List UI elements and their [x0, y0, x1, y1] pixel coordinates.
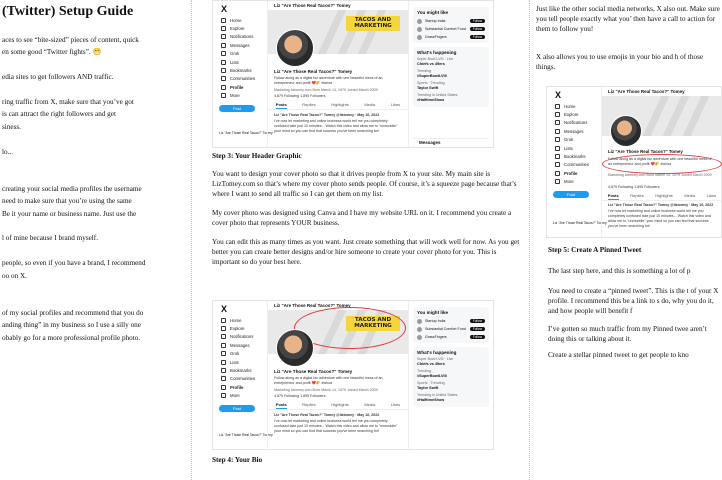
step5-paragraph-2: You need to create a “pinned tweet”. This is the t of your X profile. I recommend this be a link to s do, why you do it, and how people will benefit f	[548, 287, 719, 315]
follow-counts[interactable]: 4,879 Following 1,895 Followers	[274, 94, 326, 98]
left-column-line: siness.	[2, 122, 21, 131]
home-icon	[221, 318, 226, 323]
notifications-icon	[555, 120, 560, 125]
home-icon	[555, 104, 560, 109]
suggestion-name[interactable]: Startup India	[425, 319, 446, 323]
messages-icon	[221, 43, 226, 48]
nav-item-label: Profile	[564, 170, 578, 176]
trend-name: #HalftimeShow	[417, 98, 445, 102]
profile-meta: Marketing liztomey.com Born March 14, 1979 Joined March 2009	[274, 88, 378, 92]
grok-icon	[221, 351, 226, 356]
nav-item-messages[interactable]	[555, 127, 599, 135]
avatar	[417, 327, 422, 332]
step3-paragraph-1: You want to design your cover photo so that it drives people from X to your site. My main site is LizTomey.com so that’s where my cover photo sends people. Of course, it’s a squeeze page because that’s where I want to send all traffic so I can get them on my list.	[212, 170, 517, 198]
trend-list	[417, 357, 485, 403]
step5-paragraph-3: I’ve gotten so much traffic from my Pinned twee aren’t doing this or talking about it.	[548, 325, 707, 343]
trend-meta: Trending in United States	[417, 93, 458, 97]
suggestion-row	[417, 17, 485, 25]
trend-meta: Trending in United States	[417, 393, 458, 397]
tab-posts[interactable]: Posts	[607, 193, 619, 198]
nav-item-label: More	[564, 179, 574, 185]
account-switcher[interactable]: Liz "Are Those Real Tacos?" Tomey	[219, 433, 273, 437]
trend-list	[417, 57, 485, 103]
trend-name: Taylor Swift	[417, 86, 439, 90]
tab-posts[interactable]: Posts	[275, 102, 287, 107]
grok-icon	[221, 51, 226, 56]
bio-paragraph-1: Just like the other social media networks, X also out. Make sure you tell people exactly what you’ then have a call to action for them to follow you!	[536, 5, 720, 33]
step3-paragraph-2: My cover photo was designed using Canva and I have my website URL on it. I recommend you create a cover photo that represents YOUR business.	[212, 209, 512, 227]
nav-item-label: Home	[230, 17, 242, 23]
column-divider-2	[529, 0, 530, 480]
suggestion-row	[417, 25, 485, 33]
nav-item-notifications[interactable]	[555, 119, 599, 127]
nav-item-label: Explore	[564, 112, 579, 118]
more-icon	[221, 93, 226, 98]
tab-highlights[interactable]: Highlights	[655, 193, 673, 198]
tab-replies[interactable]: Replies	[302, 102, 316, 107]
nav-item-label: Communities	[564, 162, 590, 168]
profile-panel-3	[601, 87, 722, 237]
account-switcher[interactable]: Liz "Are Those Real Tacos?" Tomey	[219, 131, 273, 135]
home-icon	[221, 18, 226, 23]
x-logo-icon: X	[555, 90, 562, 100]
account-switcher[interactable]: Liz "Are Those Real Tacos?" Tomey	[553, 221, 607, 225]
profile-avatar	[276, 29, 314, 67]
profile-avatar	[276, 329, 314, 367]
nav-item-messages[interactable]	[221, 41, 265, 49]
x-sidebar-nav	[213, 1, 273, 147]
profile-header-name: Liz "Are Those Real Tacos?" Tomey	[274, 303, 351, 308]
tab-likes[interactable]: Likes	[706, 193, 717, 198]
nav-item-label: More	[230, 93, 240, 99]
nav-item-lists[interactable]	[221, 58, 265, 66]
left-column-line: of my social profiles and recommend that you do	[2, 308, 144, 317]
explore-icon	[555, 112, 560, 117]
profile-icon	[555, 171, 560, 176]
trend-name: Chiefs vs 49ers	[417, 62, 445, 66]
profile-name: Liz "Are Those Real Tacos?" Tomey	[274, 369, 353, 374]
step3-title: Step 3: Your Header Graphic	[212, 152, 302, 160]
profile-panel-2	[267, 301, 409, 449]
profile-avatar	[610, 115, 642, 147]
nav-item-profile[interactable]	[221, 383, 265, 391]
nav-item-grok[interactable]	[221, 50, 265, 58]
profile-meta: Marketing liztomey.com Born March 14, 1979 Joined March 2009	[608, 173, 712, 177]
might-like-box	[413, 7, 489, 43]
left-column-line: anding thing” in my business so I use a silly one	[2, 321, 141, 330]
communities-icon	[555, 162, 560, 167]
profile-name: Liz "Are Those Real Tacos?" Tomey	[274, 69, 353, 74]
profile-header-name: Liz "Are Those Real Tacos?" Tomey	[274, 3, 351, 8]
nav-item-label: Notifications	[230, 334, 254, 340]
x-profile-screenshot-1	[212, 0, 494, 148]
profile-header-name: Liz "Are Those Real Tacos?" Tomey	[608, 89, 685, 94]
nav-item-explore[interactable]	[555, 110, 599, 118]
trend-name: Taylor Swift	[417, 386, 439, 390]
nav-item-grok[interactable]	[555, 136, 599, 144]
nav-item-label: Explore	[230, 26, 245, 32]
nav-item-explore[interactable]	[221, 324, 265, 332]
trend-meta: Super Bowl LVIII · Live	[417, 357, 454, 361]
explore-icon	[221, 326, 226, 331]
whats-happening-box	[413, 347, 489, 407]
trend-item[interactable]	[417, 381, 485, 391]
bookmarks-icon	[221, 68, 226, 73]
trend-item[interactable]	[417, 393, 485, 403]
x-profile-screenshot-3	[546, 86, 722, 238]
pinned-tweet-header: Liz "Are Those Real Tacos?" Tomey @liztomey · May 16, 2022	[608, 203, 714, 207]
trend-meta: Super Bowl LVIII · Live	[417, 57, 454, 61]
avatar	[417, 319, 422, 324]
x-nav-list	[213, 16, 265, 100]
nav-item-notifications[interactable]	[221, 333, 265, 341]
trend-name: #SuperBowlLVIII	[417, 374, 447, 378]
nav-item-home[interactable]	[555, 102, 599, 110]
trend-item[interactable]	[417, 81, 485, 91]
left-column-line: Be it your name or business name. Just use the	[2, 209, 137, 218]
left-column	[0, 0, 190, 480]
left-column-line: obably go for a more professional profile photo.	[2, 333, 141, 342]
left-column-line: aces to see “bite-sized” pieces of content, quick	[2, 36, 139, 44]
x-nav-list-2	[213, 316, 265, 400]
suggestion-row	[417, 317, 485, 325]
pinned-tweet-text: I’ve now let marketing and online business world tell me you completely confused take just 10 minutes... Watch this video and allow me to "unmuddle" your mind so you can find that success you’ve been searching for!	[274, 419, 398, 433]
x-right-rail	[413, 7, 489, 147]
tab-likes[interactable]: Likes	[390, 402, 401, 407]
trend-name: #SuperBowlLVIII	[417, 74, 447, 78]
left-column-line: l of mine because I brand myself.	[2, 234, 98, 243]
profile-icon	[221, 85, 226, 90]
might-like-title: You might like	[417, 10, 449, 15]
x-logo-icon: X	[221, 4, 228, 14]
left-column-line: oo on X.	[2, 271, 27, 280]
follow-counts[interactable]: 4,879 Following 1,895 Followers	[608, 185, 660, 189]
post-button[interactable]: Post	[219, 405, 255, 412]
explore-icon	[221, 26, 226, 31]
communities-icon	[221, 376, 226, 381]
nav-item-explore[interactable]	[221, 24, 265, 32]
trend-name: Chiefs vs 49ers	[417, 362, 445, 366]
trend-item[interactable]	[417, 357, 485, 367]
profile-panel	[267, 1, 409, 147]
communities-icon	[221, 76, 226, 81]
suggestion-name[interactable]: Substantial Comfort Fund	[425, 27, 466, 31]
suggestion-name[interactable]: GrassFingers	[425, 335, 447, 339]
step3-section	[212, 152, 522, 267]
x-logo-icon: X	[221, 304, 228, 314]
bookmarks-icon	[555, 154, 560, 159]
notifications-icon	[221, 334, 226, 339]
tab-highlights[interactable]: Highlights	[331, 402, 349, 407]
trend-item[interactable]	[417, 93, 485, 103]
suggestion-row	[417, 333, 485, 341]
nav-item-label: Profile	[230, 384, 244, 390]
nav-item-label: Lists	[564, 145, 573, 151]
nav-item-communities[interactable]	[221, 375, 265, 383]
nav-item-label: Messages	[230, 342, 250, 348]
left-column-line: people, so even if you have a brand, I recommend	[2, 259, 146, 268]
step5-title: Step 5: Create A Pinned Tweet	[548, 246, 642, 254]
trend-item[interactable]	[417, 369, 485, 379]
left-column-line: edia sites to get followers AND traffic.	[2, 73, 114, 82]
lists-icon	[221, 360, 226, 365]
nav-item-label: Communities	[230, 376, 256, 382]
lists-icon	[555, 146, 560, 151]
tab-media[interactable]: Media	[364, 402, 376, 407]
tab-posts[interactable]: Posts	[275, 402, 287, 407]
pinned-tweet-text: I’ve now let marketing and online business world tell me you completely confused take just 10 minutes... Watch this video and allow me to "unmuddle" your mind so you can find that success you’ve been searching for!	[274, 119, 398, 133]
nav-item-more[interactable]	[221, 392, 265, 400]
avatar	[417, 19, 422, 24]
middle-column	[195, 0, 522, 480]
nav-item-profile[interactable]	[555, 169, 599, 177]
nav-item-grok[interactable]	[221, 350, 265, 358]
follow-button[interactable]: Follow	[470, 335, 485, 340]
avatar	[417, 335, 422, 340]
whats-happening-box	[413, 47, 489, 107]
nav-item-messages[interactable]	[221, 341, 265, 349]
nav-item-notifications[interactable]	[221, 33, 265, 41]
lists-icon	[221, 60, 226, 65]
follow-button[interactable]: Follow	[470, 27, 485, 32]
nav-item-label: Messages	[564, 128, 584, 134]
bio-paragraph-2: X also allows you to use emojis in your bio and h of those things.	[536, 53, 704, 71]
nav-item-home[interactable]	[221, 16, 265, 24]
x-sidebar-nav-2	[213, 301, 273, 449]
messages-icon	[221, 343, 226, 348]
post-button[interactable]: Post	[553, 191, 589, 198]
avatar	[417, 35, 422, 40]
nav-item-label: Explore	[230, 326, 245, 332]
nav-item-label: Lists	[230, 59, 239, 65]
nav-item-profile[interactable]	[221, 83, 265, 91]
trend-meta: Sports · Trending	[417, 81, 445, 85]
pinned-tweet-header: Liz "Are Those Real Tacos?" Tomey @liztomey · May 16, 2022	[274, 113, 380, 117]
nav-item-label: Home	[230, 317, 242, 323]
nav-item-lists[interactable]	[221, 358, 265, 366]
left-column-line: is can attract the right followers and get	[2, 110, 116, 119]
x-sidebar-nav-3	[547, 87, 607, 237]
nav-item-label: Profile	[230, 84, 244, 90]
nav-item-more[interactable]	[221, 92, 265, 100]
nav-item-label: Grok	[230, 51, 240, 57]
nav-item-label: Grok	[230, 351, 240, 357]
trend-meta: Trending	[417, 69, 432, 73]
trend-item[interactable]	[417, 57, 485, 67]
pinned-tweet-header: Liz "Are Those Real Tacos?" Tomey @liztomey · May 16, 2022	[274, 413, 380, 417]
whats-happening-title: What's happening	[417, 50, 457, 55]
step5-paragraph-1: The last step here, and this is something a lot of p	[548, 267, 691, 275]
more-icon	[555, 179, 560, 184]
nav-item-bookmarks[interactable]	[221, 366, 265, 374]
whats-happening-title: What's happening	[417, 350, 457, 355]
pinned-tweet-text: I’ve now let marketing and online business world tell me you completely confused take just 10 minutes... Watch this video and allow me to "unmuddle" your mind so you can find that success you’ve been searching for!	[608, 209, 711, 228]
step4-title: Step 4: Your Bio	[212, 456, 263, 464]
post-button[interactable]: Post	[219, 105, 255, 112]
profile-bio: Follow along as a digital biz adventure with one beautiful mess of an entrepreneur and profit ❤️🌮 #whoa	[274, 76, 383, 85]
banner-title: TACOS AND MARKETING	[346, 316, 400, 331]
guide-title: (Twitter) Setup Guide	[2, 4, 134, 19]
trend-meta: Sports · Trending	[417, 381, 445, 385]
trend-item[interactable]	[417, 69, 485, 79]
follow-button[interactable]: Follow	[470, 319, 485, 324]
nav-item-communities[interactable]	[221, 75, 265, 83]
nav-item-label: Notifications	[564, 120, 588, 126]
nav-item-lists[interactable]	[555, 144, 599, 152]
suggestion-name[interactable]: Startup India	[425, 19, 446, 23]
left-column-line: creating your social media profiles the username	[2, 184, 142, 193]
tab-media[interactable]: Media	[364, 102, 376, 107]
tab-likes[interactable]: Likes	[390, 102, 401, 107]
profile-bio: Follow along as a digital biz adventure with one beautiful mess of an entrepreneur and profit ❤️🌮 #whoa	[608, 157, 712, 166]
nav-item-bookmarks[interactable]	[221, 66, 265, 74]
trend-meta: Trending	[417, 369, 432, 373]
follow-counts[interactable]: 4,879 Following 1,895 Followers	[274, 394, 326, 398]
banner-title: TACOS AND MARKETING	[346, 16, 400, 31]
profile-bio: Follow along as a digital biz adventure with one beautiful mess of an entrepreneur and profit ❤️🌮 #whoa	[274, 376, 383, 385]
left-column-line: ring traffic from X, make sure that you’ve got	[2, 98, 134, 106]
suggestion-row	[417, 33, 485, 41]
follow-button[interactable]: Follow	[470, 19, 485, 24]
trend-name: #HalftimeShow	[417, 398, 445, 402]
nav-item-label: More	[230, 393, 240, 399]
suggestion-name[interactable]: GrassFingers	[425, 35, 447, 39]
nav-item-label: Home	[564, 103, 576, 109]
messages-icon	[555, 129, 560, 134]
nav-item-more[interactable]	[555, 178, 599, 186]
nav-item-label: Communities	[230, 76, 256, 82]
x-right-rail-2	[413, 307, 489, 449]
messages-drawer[interactable]: Messages	[413, 138, 489, 147]
step5-paragraph-4: Create a stellar pinned tweet to get people to kno	[548, 351, 689, 359]
might-like-title: You might like	[417, 310, 449, 315]
profile-meta: Marketing liztomey.com Born March 14, 1979 Joined March 2009	[274, 388, 378, 392]
tab-replies[interactable]: Replies	[302, 402, 316, 407]
notifications-icon	[221, 34, 226, 39]
nav-item-communities[interactable]	[555, 161, 599, 169]
suggestion-list	[417, 317, 485, 341]
left-column-line: need to make sure that you’re using the same	[2, 197, 132, 206]
more-icon	[221, 393, 226, 398]
suggestion-row	[417, 325, 485, 333]
x-nav-list-3	[547, 102, 599, 186]
nav-item-label: Bookmarks	[230, 368, 252, 374]
nav-item-label: Bookmarks	[230, 68, 252, 74]
x-profile-screenshot-2	[212, 300, 494, 450]
tab-replies[interactable]: Replies	[630, 193, 644, 198]
might-like-box	[413, 307, 489, 343]
profile-icon	[221, 385, 226, 390]
step3-paragraph-3: You can edit this as many times as you want. Just create something that will work well for now. As you get better you can create better designs and/or hire someone to create your cover photo for you. This is important so do your best here.	[212, 238, 520, 266]
tab-media[interactable]: Media	[684, 193, 696, 198]
nav-item-home[interactable]	[221, 316, 265, 324]
tab-highlights[interactable]: Highlights	[331, 102, 349, 107]
bookmarks-icon	[221, 368, 226, 373]
column-divider-1	[191, 0, 192, 480]
nav-item-label: Messages	[230, 42, 250, 48]
right-column	[536, 0, 720, 480]
profile-tabs	[268, 102, 408, 110]
profile-name: Liz "Are Those Real Tacos?" Tomey	[608, 149, 683, 154]
left-column-line: lo...	[2, 147, 13, 156]
follow-button[interactable]: Follow	[470, 327, 485, 332]
nav-item-label: Notifications	[230, 34, 254, 40]
profile-tabs-3	[602, 193, 722, 201]
nav-item-label: Grok	[564, 137, 574, 143]
nav-item-label: Lists	[230, 359, 239, 365]
follow-button[interactable]: Follow	[470, 35, 485, 40]
nav-item-bookmarks[interactable]	[555, 152, 599, 160]
avatar	[417, 27, 422, 32]
profile-tabs-2	[268, 402, 408, 410]
left-column-line: en some good “Twitter fights”. 😁	[2, 48, 102, 57]
suggestion-list	[417, 17, 485, 41]
nav-item-label: Bookmarks	[564, 154, 586, 160]
suggestion-name[interactable]: Substantial Comfort Fund	[425, 327, 466, 331]
grok-icon	[555, 137, 560, 142]
